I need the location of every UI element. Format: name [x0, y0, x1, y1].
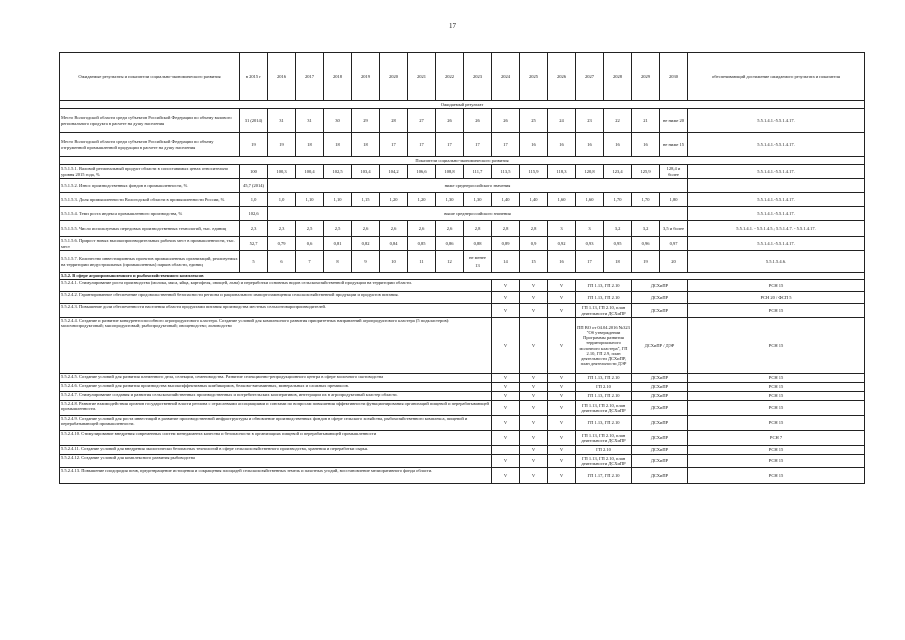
- row-value: [660, 251, 688, 273]
- year-header: 2024: [492, 53, 520, 101]
- row-value: 118,3: [548, 165, 576, 179]
- row-label: 5.5.2.4.5. Создание условий для развития племенного дела, селекции, семеноводства. Развитие селекционно-репродукционного центра в сфере молочного скотоводства: [60, 374, 492, 383]
- row-ref: 5.5.1.4.1.-5.5.1.4.17.: [688, 109, 865, 133]
- row-label: 5.5.1.5.5. Число используемых передовых производственных технологий, тыс. единиц: [60, 221, 240, 237]
- section-row: [60, 101, 865, 109]
- year-header: 2025: [520, 53, 548, 101]
- row-label: 5.5.1.5.6. Прирост новых высокопроизводительных рабочих мест в промышленности, тыс. мест: [60, 237, 240, 251]
- responsible: ДСХиПР: [632, 431, 688, 446]
- row-value: 1,20: [380, 193, 408, 207]
- span-value: 12: [447, 258, 452, 264]
- year-header: 2023: [464, 53, 492, 101]
- row-value: 27: [408, 109, 436, 133]
- row-label: 5.5.2.4.11. Создание условий для внедрения экологически безопасных технологий в сфере сельскохозяйственного производства, хранения и переработки сырья.: [60, 446, 492, 455]
- mark-1: V: [492, 416, 520, 431]
- row-value: 16: [632, 133, 660, 157]
- row-value: 31: [268, 109, 296, 133]
- row-label: 5.5.2.4.10. Стимулирование внедрения современных систем менеджмента качества и безопасности в организациях пищевой и перерабатывающей промышленности: [60, 431, 492, 446]
- row-value: 1,60: [576, 193, 604, 207]
- section-row: [60, 157, 865, 165]
- mark-2: V: [520, 455, 548, 468]
- year-header: 2016: [268, 53, 296, 101]
- indicator-row: [60, 179, 865, 193]
- row-value: 100,4: [296, 165, 324, 179]
- row-value: 24: [548, 109, 576, 133]
- result-row: [60, 109, 865, 133]
- row-value: [492, 251, 520, 273]
- row-value: 26: [436, 109, 464, 133]
- mark-2: V: [520, 416, 548, 431]
- program-ref: ГП 1.17, ГП 2.10: [576, 468, 632, 484]
- agro-row: [60, 446, 865, 455]
- result-ref: РСН 15: [688, 468, 865, 484]
- row-value: 104,2: [380, 165, 408, 179]
- year-header: 2019: [352, 53, 380, 101]
- span-value: 19: [643, 258, 648, 264]
- span-value: 18: [615, 258, 620, 264]
- row-value: [296, 251, 324, 273]
- row-value: 2,8: [520, 221, 548, 237]
- year-header: 2020: [380, 53, 408, 101]
- row-value: [436, 251, 464, 273]
- row-ref: 5.5.1.4.1. - 5.5.1.4.5.; 5.5.1.4.7. - 5.5.1.4.17.: [688, 221, 865, 237]
- plan-table: [59, 52, 865, 484]
- row-ref: 5.5.1.4.1.-5.5.1.4.17.: [688, 133, 865, 157]
- row-value: 113,5: [492, 165, 520, 179]
- mark-2: V: [520, 392, 548, 401]
- mark-3: V: [548, 431, 576, 446]
- agro-row: [60, 455, 865, 468]
- row-value: 0,86: [436, 237, 464, 251]
- row-value: 5: [240, 251, 268, 273]
- row-value: 17: [436, 133, 464, 157]
- row-value: 2,8: [464, 221, 492, 237]
- row-label: 5.5.2.4.12. Создание условий для комплексного развития рыбоводства: [60, 455, 492, 468]
- mark-1: V: [492, 383, 520, 392]
- row-value: 23: [576, 109, 604, 133]
- row-value: 102,5: [324, 165, 352, 179]
- row-value: 2,6: [380, 221, 408, 237]
- agro-heading-row: [60, 273, 865, 280]
- row-value: 123,4: [604, 165, 632, 179]
- program-ref: ГП 1.13, ГП 2.10: [576, 374, 632, 383]
- section-indicators: Показатели социально-экономического развития: [60, 157, 865, 165]
- result-ref: РСН 20 / ФСП 5: [688, 292, 865, 304]
- mark-2: V: [520, 304, 548, 318]
- row-value: 1,15: [352, 193, 380, 207]
- indicator-row: [60, 251, 865, 273]
- program-ref: ГП 1.13, ГП 2.10, план деятельности ДСХиПР: [576, 401, 632, 416]
- row-value: 0,82: [352, 237, 380, 251]
- mark-3: V: [548, 468, 576, 484]
- row-value: 3,2: [604, 221, 632, 237]
- row-value: 0,9: [520, 237, 548, 251]
- row-ref: 5.5.1.4.1.-5.5.1.4.17.: [688, 193, 865, 207]
- agro-row: [60, 318, 865, 374]
- row-value: не ниже 15: [660, 133, 688, 157]
- header-label: Ожидаемые результаты и показатели социально-экономического развития: [60, 53, 240, 101]
- program-ref: ГП 2.10: [576, 446, 632, 455]
- mark-2: V: [520, 280, 548, 292]
- header-row: [60, 53, 865, 101]
- result-ref: РСН 15: [688, 401, 865, 416]
- year-header: 2022: [436, 53, 464, 101]
- responsible: ДСХиПР: [632, 374, 688, 383]
- mark-1: V: [492, 392, 520, 401]
- row-value: 102,6: [240, 207, 268, 221]
- mark-1: V: [492, 318, 520, 374]
- row-label: 5.5.2.4.7. Стимулирование создания и развития сельскохозяйственных производственных и потребительских кооперативов, интеграции их в агропродуктовый кластер области.: [60, 392, 492, 401]
- year-header: 2018: [324, 53, 352, 101]
- mark-3: V: [548, 416, 576, 431]
- row-value: 26: [464, 109, 492, 133]
- agro-row: [60, 431, 865, 446]
- row-value: 19: [240, 133, 268, 157]
- agro-row: [60, 383, 865, 392]
- mark-3: V: [548, 383, 576, 392]
- span-value: 20: [671, 258, 676, 264]
- row-label: 5.5.1.5.7. Количество инвестиционных проектов промышленных организаций, реализуемых на территории индустриальных (промышленных) парков области, единиц: [60, 251, 240, 273]
- mark-1: V: [492, 304, 520, 318]
- mark-3: V: [548, 392, 576, 401]
- row-value: 0,89: [492, 237, 520, 251]
- row-value: 100,3: [268, 165, 296, 179]
- row-label: 5.5.2.4.9. Создание условий для роста инвестиций в развитие производственной инфраструктуры и обновление производственных фондов в сфере сельского хозяйства, рыбохозяйственного комплекса, пищевой и перерабатывающей промышленности.: [60, 416, 492, 431]
- result-ref: РСН 15: [688, 318, 865, 374]
- indicator-row: [60, 221, 865, 237]
- indicator-row: [60, 193, 865, 207]
- program-ref: ГП 1.13, ГП 2.10: [576, 280, 632, 292]
- mark-2: V: [520, 383, 548, 392]
- row-value: 19: [268, 133, 296, 157]
- span-value: 14: [503, 258, 508, 264]
- year-header: в 2015 г: [240, 53, 268, 101]
- row-value: 106,6: [408, 165, 436, 179]
- row-value: [352, 251, 380, 273]
- row-label: 5.5.2.4.3. Повышение доли обеспеченности населения области продуктами питания производства местных сельхозтоваропроизводителей.: [60, 304, 492, 318]
- row-value: 18: [296, 133, 324, 157]
- span-value: 8: [336, 258, 339, 264]
- program-ref: ГП 1.13, ГП 2.10: [576, 392, 632, 401]
- row-value: 28: [380, 109, 408, 133]
- row-value: [408, 251, 436, 273]
- row-value: 18: [324, 133, 352, 157]
- span-value: 7: [308, 258, 311, 264]
- span-note: ниже среднероссийского значения: [268, 179, 688, 193]
- row-value: [520, 251, 548, 273]
- mark-3: V: [548, 374, 576, 383]
- row-value: 22: [604, 109, 632, 133]
- mark-3: V: [548, 318, 576, 374]
- row-value: 2,3: [240, 221, 268, 237]
- row-value: 29: [352, 109, 380, 133]
- responsible: ДСХиПР: [632, 455, 688, 468]
- row-value: 120,8: [576, 165, 604, 179]
- row-value: [604, 251, 632, 273]
- agro-row: [60, 392, 865, 401]
- responsible: ДСХиПР: [632, 304, 688, 318]
- row-value: 111,7: [464, 165, 492, 179]
- program-ref: ГП 1.13, ГП 2.10, план деятельности ДСХиПР: [576, 431, 632, 446]
- row-value: 3,2: [632, 221, 660, 237]
- row-label: 5.5.2.4.13. Повышение плодородия почв, предотвращение истощения и сокращения площадей сельскохозяйственных земель и пахотных угодий, восстановление мелиоративного фонда области.: [60, 468, 492, 484]
- row-value: [576, 251, 604, 273]
- span-note: не менее: [469, 255, 486, 261]
- mark-1: [492, 446, 520, 455]
- result-ref: РСН 15: [688, 383, 865, 392]
- row-value: 16: [604, 133, 632, 157]
- row-value: 52,7: [240, 237, 268, 251]
- year-header: 2028: [604, 53, 632, 101]
- mark-3: V: [548, 455, 576, 468]
- responsible: ДСХиПР: [632, 383, 688, 392]
- row-ref: 5.5.1.4.1.-5.5.1.4.17.: [688, 165, 865, 179]
- row-value: 103,4: [352, 165, 380, 179]
- row-value: 128,4 и более: [660, 165, 688, 179]
- row-label: 5.5.2.4.8. Развитие взаимодействия органов государственной власти региона с отраслевыми ассоциациями и союзами по вопросам повышения эффективности функционирования организаций пищевой и перерабатывающей промышленности.: [60, 401, 492, 416]
- responsible: ДСХиПР: [632, 392, 688, 401]
- year-header: 2026: [548, 53, 576, 101]
- result-ref: РСН 15: [688, 280, 865, 292]
- row-value: 2,3: [268, 221, 296, 237]
- row-value: 100: [240, 165, 268, 179]
- row-label: 5.5.1.5.2. Износ производственных фондов в промышленности, %: [60, 179, 240, 193]
- responsible: ДСХиПР: [632, 401, 688, 416]
- program-ref: ГП 1.13, ГП 2.10: [576, 416, 632, 431]
- row-value: 2,8: [492, 221, 520, 237]
- row-value: 1,70: [604, 193, 632, 207]
- mark-1: V: [492, 468, 520, 484]
- row-value: 16: [548, 133, 576, 157]
- agro-row: [60, 374, 865, 383]
- row-value: 0,97: [660, 237, 688, 251]
- indicator-row: [60, 237, 865, 251]
- row-value: 18: [352, 133, 380, 157]
- row-value: [324, 251, 352, 273]
- year-header: 2030: [660, 53, 688, 101]
- row-value: 17: [492, 133, 520, 157]
- indicator-row: [60, 165, 865, 179]
- mark-3: V: [548, 446, 576, 455]
- year-header: 2027: [576, 53, 604, 101]
- program-ref: ПП ВО от 04.04.2016 №323 "Об утверждении Программы развития территориального молочного кластера", ГП 2.10, ГП 2.9, план деятельности ДСХиПР, план деятельности ДЭР: [576, 318, 632, 374]
- mark-1: V: [492, 292, 520, 304]
- row-value: 16: [520, 133, 548, 157]
- mark-1: V: [492, 431, 520, 446]
- header-last: обеспечивающий достижение ожидаемого результата и показателя: [688, 53, 865, 101]
- row-value: [548, 251, 576, 273]
- row-value: 0,79: [268, 237, 296, 251]
- result-ref: РСН 7: [688, 431, 865, 446]
- row-value: 3: [548, 221, 576, 237]
- row-label: 5.5.1.5.4. Темп роста индекса промышленного производства, %: [60, 207, 240, 221]
- row-value: 0,84: [380, 237, 408, 251]
- row-value: 0,92: [548, 237, 576, 251]
- row-value: 1,10: [324, 193, 352, 207]
- row-ref: 5.5.1.4.1.-5.5.1.4.17.: [688, 237, 865, 251]
- row-value: 0,6: [296, 237, 324, 251]
- row-ref: [688, 179, 865, 193]
- row-value: 1,40: [520, 193, 548, 207]
- result-ref: РСН 15: [688, 455, 865, 468]
- row-value: 21: [632, 109, 660, 133]
- row-value: 2,5: [296, 221, 324, 237]
- span-value: 9: [364, 258, 367, 264]
- mark-3: V: [548, 292, 576, 304]
- span-note: выше среднероссийского значения: [268, 207, 688, 221]
- agro-row: [60, 416, 865, 431]
- row-value: 3: [576, 221, 604, 237]
- row-value: 45,7 (2014): [240, 179, 268, 193]
- row-label: 5.5.2.4.2. Гарантированное обеспечение продовольственной безопасности региона и рационального импортозамещения сельскохозяйственной продукции и продуктов питания.: [60, 292, 492, 304]
- row-value: 25: [520, 109, 548, 133]
- mark-3: V: [548, 280, 576, 292]
- year-header: 2021: [408, 53, 436, 101]
- row-value: 1,0: [240, 193, 268, 207]
- mark-1: V: [492, 401, 520, 416]
- span-value: 16: [559, 258, 564, 264]
- row-value: 3,5 и более: [660, 221, 688, 237]
- responsible: ДСХиПР: [632, 280, 688, 292]
- year-header: 2029: [632, 53, 660, 101]
- row-label: Место Вологодской области среди субъектов Российской Федерации по объему отгруженной промышленной продукции в расчете на душу населения: [60, 133, 240, 157]
- indicator-row: [60, 207, 865, 221]
- row-value: 1,70: [632, 193, 660, 207]
- row-value: 31 (2014): [240, 109, 268, 133]
- row-value: [268, 251, 296, 273]
- span-value: 10: [391, 258, 396, 264]
- agro-row: [60, 304, 865, 318]
- row-value: 2,6: [408, 221, 436, 237]
- result-ref: РСН 15: [688, 416, 865, 431]
- row-value: 0,96: [632, 237, 660, 251]
- row-label: 5.5.1.5.1. Валовой региональный продукт области в сопоставимых ценах относительно уровня 2015 года, %: [60, 165, 240, 179]
- mark-1: V: [492, 374, 520, 383]
- row-value: 1,40: [492, 193, 520, 207]
- mark-2: V: [520, 292, 548, 304]
- agro-heading: 5.5.2. В сфере агропромышленного и рыбохозяйственного комплексов: [60, 273, 865, 280]
- row-value: не ниже 20: [660, 109, 688, 133]
- row-value: 1,20: [408, 193, 436, 207]
- row-value: 26: [492, 109, 520, 133]
- row-label: 5.5.2.4.4. Создание и развитие конкурентоспособного агропродуктового кластера. Создание условий для комплексного развития приоритетных направлений агропродуктового кластера (5 подкластеров): молочнопродуктовый; мясопродуктовый; рыбопродуктовый; овощеводство; льноводство: [60, 318, 492, 374]
- program-ref: ГП 1.13, ГП 2.10: [576, 292, 632, 304]
- result-row: [60, 133, 865, 157]
- span-value: 13: [475, 262, 480, 268]
- mark-3: V: [548, 401, 576, 416]
- year-header: 2017: [296, 53, 324, 101]
- mark-2: V: [520, 431, 548, 446]
- agro-row: [60, 401, 865, 416]
- mark-2: V: [520, 401, 548, 416]
- row-value: 17: [380, 133, 408, 157]
- row-value: [464, 251, 492, 273]
- row-value: 1,30: [436, 193, 464, 207]
- row-value: 16: [576, 133, 604, 157]
- row-value: 125,9: [632, 165, 660, 179]
- program-ref: ГП 2.10: [576, 383, 632, 392]
- row-value: 1,10: [296, 193, 324, 207]
- result-ref: РСН 15: [688, 446, 865, 455]
- row-value: [380, 251, 408, 273]
- program-ref: ГП 1.13, ГП 2.10, план деятельности ДСХиПР: [576, 304, 632, 318]
- span-value: 11: [419, 258, 424, 264]
- row-value: 1,60: [548, 193, 576, 207]
- result-ref: РСН 15: [688, 392, 865, 401]
- responsible: ДСХиПР: [632, 416, 688, 431]
- row-label: 5.5.2.4.6. Создание условий для развития производства высокоэффективных комбикормов, белково-витаминных, минеральных и сложных премиксов.: [60, 383, 492, 392]
- row-label: 5.5.1.5.3. Доля промышленности Вологодской области в промышленности России, %: [60, 193, 240, 207]
- responsible: ДСХиПР / ДЭР: [632, 318, 688, 374]
- span-value: 6: [280, 258, 283, 264]
- program-ref: ГП 1.13, ГП 2.10, план деятельности ДСХиПР: [576, 455, 632, 468]
- row-label: Место Вологодской области среди субъектов Российской Федерации по объему валового регионального продукта в расчете на душу населения: [60, 109, 240, 133]
- row-value: 0,85: [408, 237, 436, 251]
- row-ref: 5.5.1.5.4.6.: [688, 251, 865, 273]
- row-value: 115,9: [520, 165, 548, 179]
- mark-2: V: [520, 468, 548, 484]
- responsible: ДСХиПР: [632, 446, 688, 455]
- row-label: 5.5.2.4.1. Стимулирование роста производства (молока, мяса, яйца, картофеля, овощей, льна) и переработки основных видов сельскохозяйственной продукции на территории области.: [60, 280, 492, 292]
- row-value: 108,8: [436, 165, 464, 179]
- mark-2: V: [520, 446, 548, 455]
- span-value: 15: [531, 258, 536, 264]
- mark-2: V: [520, 318, 548, 374]
- row-value: 17: [408, 133, 436, 157]
- row-value: 1,30: [464, 193, 492, 207]
- mark-2: V: [520, 374, 548, 383]
- mark-1: V: [492, 455, 520, 468]
- row-value: 0,81: [324, 237, 352, 251]
- responsible: ДСХиПР: [632, 468, 688, 484]
- agro-row: [60, 280, 865, 292]
- row-value: 30: [324, 109, 352, 133]
- row-value: 1,80: [660, 193, 688, 207]
- result-ref: РСН 15: [688, 304, 865, 318]
- row-value: 1,0: [268, 193, 296, 207]
- agro-row: [60, 468, 865, 484]
- span-value: 17: [587, 258, 592, 264]
- row-value: 17: [464, 133, 492, 157]
- mark-3: V: [548, 304, 576, 318]
- row-value: 2,5: [324, 221, 352, 237]
- responsible: ДСХиПР: [632, 292, 688, 304]
- row-value: 0,95: [604, 237, 632, 251]
- mark-1: V: [492, 280, 520, 292]
- row-value: [632, 251, 660, 273]
- page-number: 17: [449, 22, 456, 30]
- section-expected: Ожидаемый результат: [60, 101, 865, 109]
- row-value: 2,6: [436, 221, 464, 237]
- agro-row: [60, 292, 865, 304]
- row-value: 2,6: [352, 221, 380, 237]
- row-ref: 5.5.1.4.1.-5.5.1.4.17.: [688, 207, 865, 221]
- row-value: 0,88: [464, 237, 492, 251]
- result-ref: РСН 15: [688, 374, 865, 383]
- row-value: 31: [296, 109, 324, 133]
- row-value: 0,93: [576, 237, 604, 251]
